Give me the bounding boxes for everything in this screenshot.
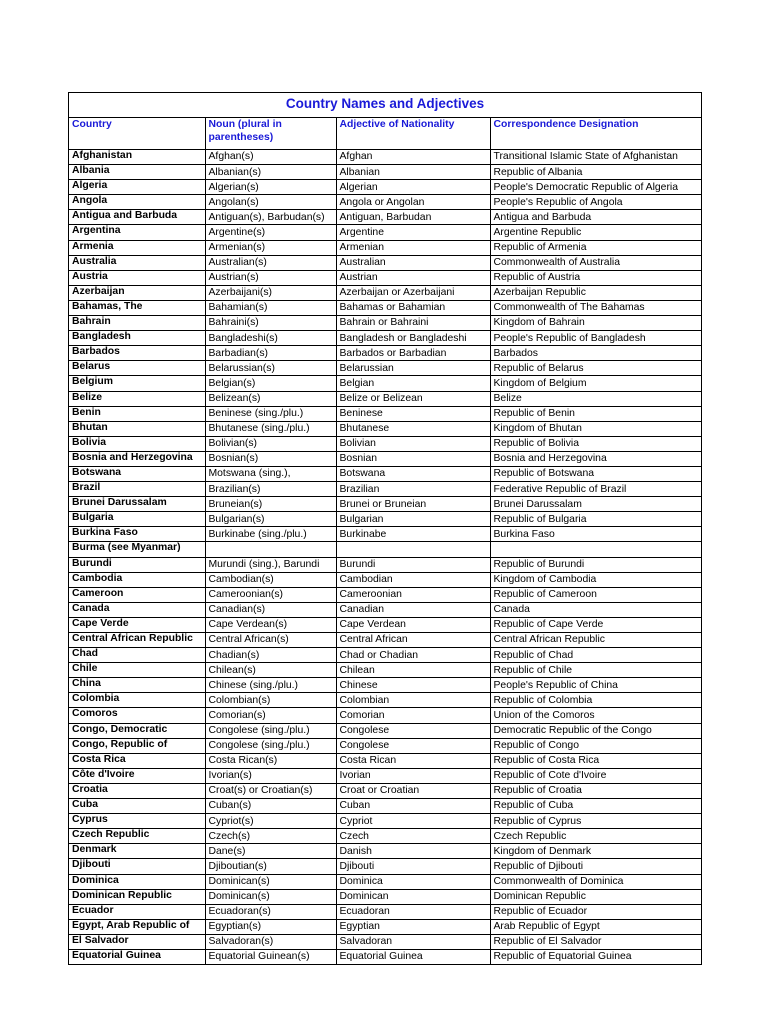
cell-designation: Republic of Equatorial Guinea: [490, 949, 701, 964]
cell-country: Brazil: [69, 482, 205, 497]
table-row: [69, 738, 701, 753]
cell-noun: Congolese (sing./plu.): [205, 723, 336, 738]
table-row: [69, 723, 701, 738]
cell-noun: Bahraini(s): [205, 316, 336, 331]
cell-designation: Republic of Colombia: [490, 693, 701, 708]
header-adjective: Adjective of Nationality: [336, 118, 490, 150]
cell-designation: Republic of Cape Verde: [490, 617, 701, 632]
cell-designation: Commonwealth of Australia: [490, 255, 701, 270]
table-row: [69, 904, 701, 919]
table-row: [69, 391, 701, 406]
cell-adjective: Belgian: [336, 376, 490, 391]
cell-designation: Republic of Benin: [490, 406, 701, 421]
cell-designation: Republic of Cyprus: [490, 814, 701, 829]
cell-noun: Equatorial Guinean(s): [205, 949, 336, 964]
cell-adjective: Canadian: [336, 602, 490, 617]
cell-adjective: Salvadoran: [336, 934, 490, 949]
table-row: [69, 889, 701, 904]
cell-designation: Republic of Croatia: [490, 783, 701, 798]
cell-adjective: Danish: [336, 844, 490, 859]
table-row: [69, 180, 701, 195]
cell-adjective: [336, 542, 490, 557]
cell-designation: Republic of Cote d'Ivoire: [490, 768, 701, 783]
table-row: [69, 150, 701, 165]
cell-country: Bahamas, The: [69, 300, 205, 315]
cell-designation: Republic of El Salvador: [490, 934, 701, 949]
cell-noun: Cuban(s): [205, 799, 336, 814]
cell-country: Antigua and Barbuda: [69, 210, 205, 225]
cell-noun: [205, 542, 336, 557]
table-row: [69, 421, 701, 436]
cell-country: Djibouti: [69, 859, 205, 874]
cell-designation: Republic of Bulgaria: [490, 512, 701, 527]
table-row: [69, 572, 701, 587]
cell-adjective: Comorian: [336, 708, 490, 723]
cell-adjective: Chinese: [336, 678, 490, 693]
cell-country: Central African Republic: [69, 633, 205, 648]
cell-country: Belize: [69, 391, 205, 406]
cell-designation: Republic of Albania: [490, 165, 701, 180]
table-row: [69, 617, 701, 632]
cell-country: Cambodia: [69, 572, 205, 587]
table-row: [69, 376, 701, 391]
cell-adjective: Costa Rican: [336, 753, 490, 768]
cell-noun: Ivorian(s): [205, 768, 336, 783]
table-row: [69, 527, 701, 542]
cell-noun: Djiboutian(s): [205, 859, 336, 874]
table-row: [69, 451, 701, 466]
cell-adjective: Cameroonian: [336, 587, 490, 602]
table-row: [69, 648, 701, 663]
cell-designation: Burkina Faso: [490, 527, 701, 542]
cell-country: Bangladesh: [69, 331, 205, 346]
cell-noun: Ecuadoran(s): [205, 904, 336, 919]
cell-country: Burundi: [69, 557, 205, 572]
cell-designation: Commonwealth of The Bahamas: [490, 300, 701, 315]
cell-designation: People's Republic of Bangladesh: [490, 331, 701, 346]
cell-designation: Kingdom of Belgium: [490, 376, 701, 391]
cell-designation: Republic of Botswana: [490, 466, 701, 481]
table-row: [69, 693, 701, 708]
cell-country: Chad: [69, 648, 205, 663]
cell-adjective: Albanian: [336, 165, 490, 180]
cell-designation: [490, 542, 701, 557]
cell-designation: Bosnia and Herzegovina: [490, 451, 701, 466]
cell-designation: Republic of Bolivia: [490, 436, 701, 451]
table-row: [69, 799, 701, 814]
cell-designation: Federative Republic of Brazil: [490, 482, 701, 497]
cell-designation: Commonwealth of Dominica: [490, 874, 701, 889]
country-table: [69, 118, 701, 964]
table-row: [69, 482, 701, 497]
cell-country: Bulgaria: [69, 512, 205, 527]
cell-noun: Cape Verdean(s): [205, 617, 336, 632]
cell-adjective: Bahamas or Bahamian: [336, 300, 490, 315]
cell-noun: Belizean(s): [205, 391, 336, 406]
cell-adjective: Brazilian: [336, 482, 490, 497]
cell-country: Congo, Democratic: [69, 723, 205, 738]
cell-noun: Azerbaijani(s): [205, 285, 336, 300]
cell-adjective: Bulgarian: [336, 512, 490, 527]
table-row: [69, 919, 701, 934]
cell-noun: Barbadian(s): [205, 346, 336, 361]
table-row: [69, 663, 701, 678]
cell-designation: Kingdom of Denmark: [490, 844, 701, 859]
cell-country: El Salvador: [69, 934, 205, 949]
cell-noun: Dane(s): [205, 844, 336, 859]
table-row: [69, 783, 701, 798]
cell-noun: Dominican(s): [205, 874, 336, 889]
cell-noun: Antiguan(s), Barbudan(s): [205, 210, 336, 225]
cell-designation: Republic of Djibouti: [490, 859, 701, 874]
cell-adjective: Burkinabe: [336, 527, 490, 542]
cell-designation: Republic of Austria: [490, 270, 701, 285]
cell-adjective: Armenian: [336, 240, 490, 255]
table-row: [69, 542, 701, 557]
header-row: [69, 118, 701, 150]
cell-noun: Algerian(s): [205, 180, 336, 195]
cell-noun: Albanian(s): [205, 165, 336, 180]
cell-adjective: Austrian: [336, 270, 490, 285]
cell-designation: Republic of Cameroon: [490, 587, 701, 602]
cell-country: Egypt, Arab Republic of: [69, 919, 205, 934]
cell-designation: Transitional Islamic State of Afghanistan: [490, 150, 701, 165]
cell-designation: Kingdom of Bahrain: [490, 316, 701, 331]
table-body: [69, 150, 701, 965]
cell-country: Dominican Republic: [69, 889, 205, 904]
cell-designation: Barbados: [490, 346, 701, 361]
header-noun: Noun (plural in parentheses): [205, 118, 336, 150]
cell-noun: Colombian(s): [205, 693, 336, 708]
cell-noun: Brazilian(s): [205, 482, 336, 497]
table-row: [69, 331, 701, 346]
cell-adjective: Cypriot: [336, 814, 490, 829]
cell-country: Burkina Faso: [69, 527, 205, 542]
table-row: [69, 844, 701, 859]
cell-adjective: Equatorial Guinea: [336, 949, 490, 964]
cell-country: Congo, Republic of: [69, 738, 205, 753]
table-row: [69, 512, 701, 527]
cell-adjective: Bolivian: [336, 436, 490, 451]
table-row: [69, 255, 701, 270]
cell-adjective: Belize or Belizean: [336, 391, 490, 406]
table-row: [69, 195, 701, 210]
cell-designation: Kingdom of Bhutan: [490, 421, 701, 436]
cell-noun: Egyptian(s): [205, 919, 336, 934]
cell-noun: Central African(s): [205, 633, 336, 648]
cell-adjective: Belarussian: [336, 361, 490, 376]
table-row: [69, 557, 701, 572]
cell-designation: People's Republic of China: [490, 678, 701, 693]
table-row: [69, 240, 701, 255]
table-row: [69, 934, 701, 949]
country-table-sheet: [68, 92, 702, 965]
cell-country: Czech Republic: [69, 829, 205, 844]
cell-noun: Argentine(s): [205, 225, 336, 240]
cell-noun: Costa Rican(s): [205, 753, 336, 768]
cell-adjective: Congolese: [336, 738, 490, 753]
cell-adjective: Burundi: [336, 557, 490, 572]
table-row: [69, 165, 701, 180]
cell-noun: Murundi (sing.), Barundi: [205, 557, 336, 572]
cell-country: Denmark: [69, 844, 205, 859]
cell-noun: Belgian(s): [205, 376, 336, 391]
cell-noun: Bangladeshi(s): [205, 331, 336, 346]
cell-noun: Bosnian(s): [205, 451, 336, 466]
table-row: [69, 753, 701, 768]
cell-noun: Bahamian(s): [205, 300, 336, 315]
cell-noun: Afghan(s): [205, 150, 336, 165]
cell-adjective: Congolese: [336, 723, 490, 738]
cell-noun: Congolese (sing./plu.): [205, 738, 336, 753]
cell-country: Afghanistan: [69, 150, 205, 165]
cell-country: Cameroon: [69, 587, 205, 602]
cell-noun: Croat(s) or Croatian(s): [205, 783, 336, 798]
table-row: [69, 466, 701, 481]
cell-noun: Armenian(s): [205, 240, 336, 255]
cell-country: Belgium: [69, 376, 205, 391]
cell-country: Armenia: [69, 240, 205, 255]
cell-designation: Azerbaijan Republic: [490, 285, 701, 300]
cell-country: Costa Rica: [69, 753, 205, 768]
cell-designation: Canada: [490, 602, 701, 617]
header-designation: Correspondence Designation: [490, 118, 701, 150]
table-row: [69, 270, 701, 285]
cell-adjective: Colombian: [336, 693, 490, 708]
cell-adjective: Bangladesh or Bangladeshi: [336, 331, 490, 346]
cell-adjective: Azerbaijan or Azerbaijani: [336, 285, 490, 300]
cell-country: Bosnia and Herzegovina: [69, 451, 205, 466]
cell-designation: Republic of Costa Rica: [490, 753, 701, 768]
cell-noun: Bulgarian(s): [205, 512, 336, 527]
cell-adjective: Australian: [336, 255, 490, 270]
cell-noun: Bhutanese (sing./plu.): [205, 421, 336, 436]
table-row: [69, 814, 701, 829]
cell-adjective: Cuban: [336, 799, 490, 814]
cell-noun: Belarussian(s): [205, 361, 336, 376]
cell-country: Burma (see Myanmar): [69, 542, 205, 557]
cell-noun: Chilean(s): [205, 663, 336, 678]
cell-designation: People's Democratic Republic of Algeria: [490, 180, 701, 195]
table-row: [69, 316, 701, 331]
cell-designation: Republic of Belarus: [490, 361, 701, 376]
cell-noun: Australian(s): [205, 255, 336, 270]
cell-noun: Canadian(s): [205, 602, 336, 617]
cell-country: Albania: [69, 165, 205, 180]
cell-designation: Republic of Cuba: [490, 799, 701, 814]
cell-country: Argentina: [69, 225, 205, 240]
cell-designation: Republic of Chad: [490, 648, 701, 663]
cell-designation: Democratic Republic of the Congo: [490, 723, 701, 738]
cell-noun: Motswana (sing.),: [205, 466, 336, 481]
cell-adjective: Angola or Angolan: [336, 195, 490, 210]
cell-adjective: Ivorian: [336, 768, 490, 783]
cell-adjective: Afghan: [336, 150, 490, 165]
cell-designation: Republic of Congo: [490, 738, 701, 753]
cell-noun: Bruneian(s): [205, 497, 336, 512]
cell-adjective: Djibouti: [336, 859, 490, 874]
cell-noun: Dominican(s): [205, 889, 336, 904]
cell-designation: Czech Republic: [490, 829, 701, 844]
cell-noun: Chadian(s): [205, 648, 336, 663]
cell-country: Bolivia: [69, 436, 205, 451]
cell-noun: Cypriot(s): [205, 814, 336, 829]
cell-country: Australia: [69, 255, 205, 270]
cell-adjective: Beninese: [336, 406, 490, 421]
cell-country: Azerbaijan: [69, 285, 205, 300]
cell-country: Croatia: [69, 783, 205, 798]
cell-adjective: Dominican: [336, 889, 490, 904]
cell-adjective: Algerian: [336, 180, 490, 195]
cell-designation: Belize: [490, 391, 701, 406]
table-row: [69, 210, 701, 225]
cell-country: Angola: [69, 195, 205, 210]
cell-adjective: Cape Verdean: [336, 617, 490, 632]
table-row: [69, 587, 701, 602]
cell-country: Cape Verde: [69, 617, 205, 632]
cell-country: Brunei Darussalam: [69, 497, 205, 512]
cell-country: Chile: [69, 663, 205, 678]
cell-designation: Republic of Chile: [490, 663, 701, 678]
cell-designation: Arab Republic of Egypt: [490, 919, 701, 934]
cell-noun: Cambodian(s): [205, 572, 336, 587]
table-row: [69, 361, 701, 376]
cell-country: Canada: [69, 602, 205, 617]
cell-adjective: Dominica: [336, 874, 490, 889]
table-row: [69, 497, 701, 512]
table-row: [69, 949, 701, 964]
cell-adjective: Bahrain or Bahraini: [336, 316, 490, 331]
cell-adjective: Argentine: [336, 225, 490, 240]
cell-adjective: Barbados or Barbadian: [336, 346, 490, 361]
cell-designation: People's Republic of Angola: [490, 195, 701, 210]
cell-adjective: Bosnian: [336, 451, 490, 466]
cell-adjective: Croat or Croatian: [336, 783, 490, 798]
table-row: [69, 708, 701, 723]
page-title: Country Names and Adjectives: [69, 93, 701, 118]
table-row: [69, 300, 701, 315]
cell-country: Benin: [69, 406, 205, 421]
cell-country: China: [69, 678, 205, 693]
cell-country: Côte d'Ivoire: [69, 768, 205, 783]
table-row: [69, 285, 701, 300]
cell-designation: Kingdom of Cambodia: [490, 572, 701, 587]
cell-adjective: Antiguan, Barbudan: [336, 210, 490, 225]
cell-country: Cyprus: [69, 814, 205, 829]
cell-adjective: Chad or Chadian: [336, 648, 490, 663]
cell-noun: Salvadoran(s): [205, 934, 336, 949]
cell-country: Botswana: [69, 466, 205, 481]
cell-adjective: Cambodian: [336, 572, 490, 587]
cell-noun: Czech(s): [205, 829, 336, 844]
cell-adjective: Czech: [336, 829, 490, 844]
cell-designation: Republic of Burundi: [490, 557, 701, 572]
cell-noun: Cameroonian(s): [205, 587, 336, 602]
cell-country: Bahrain: [69, 316, 205, 331]
cell-country: Equatorial Guinea: [69, 949, 205, 964]
table-row: [69, 874, 701, 889]
cell-adjective: Ecuadoran: [336, 904, 490, 919]
cell-noun: Austrian(s): [205, 270, 336, 285]
cell-adjective: Brunei or Bruneian: [336, 497, 490, 512]
table-row: [69, 829, 701, 844]
cell-country: Barbados: [69, 346, 205, 361]
cell-noun: Comorian(s): [205, 708, 336, 723]
table-row: [69, 436, 701, 451]
cell-country: Belarus: [69, 361, 205, 376]
cell-designation: Brunei Darussalam: [490, 497, 701, 512]
cell-adjective: Chilean: [336, 663, 490, 678]
table-row: [69, 406, 701, 421]
table-row: [69, 602, 701, 617]
table-row: [69, 633, 701, 648]
cell-adjective: Bhutanese: [336, 421, 490, 436]
cell-noun: Chinese (sing./plu.): [205, 678, 336, 693]
table-row: [69, 678, 701, 693]
cell-designation: Republic of Armenia: [490, 240, 701, 255]
table-row: [69, 768, 701, 783]
cell-adjective: Botswana: [336, 466, 490, 481]
cell-noun: Beninese (sing./plu.): [205, 406, 336, 421]
cell-designation: Union of the Comoros: [490, 708, 701, 723]
cell-country: Dominica: [69, 874, 205, 889]
cell-country: Colombia: [69, 693, 205, 708]
table-row: [69, 346, 701, 361]
cell-designation: Argentine Republic: [490, 225, 701, 240]
cell-country: Ecuador: [69, 904, 205, 919]
header-country: Country: [72, 119, 112, 130]
cell-country: Comoros: [69, 708, 205, 723]
cell-noun: Angolan(s): [205, 195, 336, 210]
cell-designation: Central African Republic: [490, 633, 701, 648]
cell-country: Algeria: [69, 180, 205, 195]
cell-country: Cuba: [69, 799, 205, 814]
cell-adjective: Egyptian: [336, 919, 490, 934]
cell-adjective: Central African: [336, 633, 490, 648]
cell-country: Austria: [69, 270, 205, 285]
table-row: [69, 225, 701, 240]
cell-designation: Dominican Republic: [490, 889, 701, 904]
cell-noun: Burkinabe (sing./plu.): [205, 527, 336, 542]
cell-noun: Bolivian(s): [205, 436, 336, 451]
cell-designation: Antigua and Barbuda: [490, 210, 701, 225]
table-row: [69, 859, 701, 874]
cell-designation: Republic of Ecuador: [490, 904, 701, 919]
cell-country: Bhutan: [69, 421, 205, 436]
